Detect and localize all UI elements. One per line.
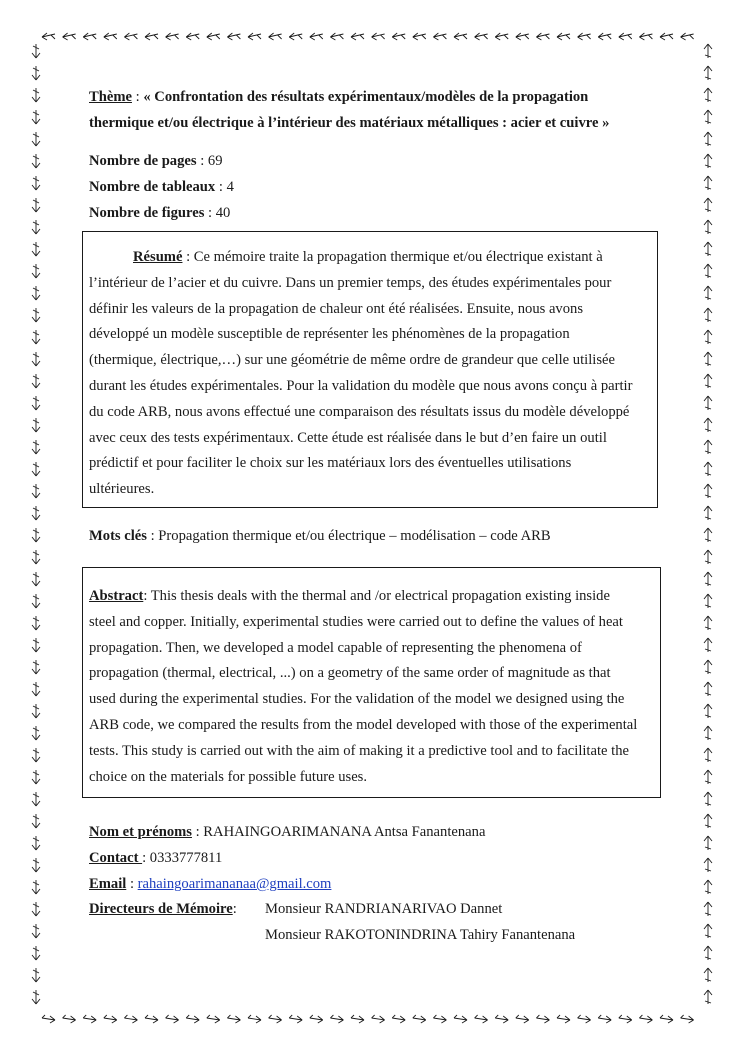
- resume-line: (thermique, électrique,…) sur une géométrie de même ordre de grandeur que celle utilisée: [89, 352, 615, 369]
- border-arrow: [63, 33, 76, 40]
- email-separator: :: [126, 876, 138, 892]
- border-arrow: [704, 220, 712, 234]
- border-arrow: [32, 638, 40, 652]
- border-arrow: [454, 1015, 467, 1023]
- border-arrow: [32, 88, 40, 102]
- abstract-line: propagation. Then, we developed a model capable of representing the phenomena of: [89, 639, 582, 656]
- border-arrow: [557, 1015, 570, 1023]
- border-arrow: [704, 704, 712, 718]
- keywords-label: Mots clés: [89, 528, 147, 544]
- border-arrow: [704, 880, 712, 894]
- border-arrow: [32, 704, 40, 718]
- border-arrow: [704, 814, 712, 828]
- border-arrow: [269, 1015, 282, 1023]
- border-arrow: [145, 1015, 158, 1023]
- border-arrow: [619, 33, 632, 40]
- border-arrow: [557, 33, 570, 40]
- border-arrow: [32, 154, 40, 168]
- border-arrow: [32, 352, 40, 366]
- border-arrow: [32, 770, 40, 784]
- border-arrow: [681, 1015, 694, 1023]
- border-arrow: [269, 33, 282, 40]
- border-arrow: [660, 33, 673, 40]
- border-arrow: [166, 1015, 179, 1023]
- border-arrow: [32, 550, 40, 564]
- resume-line: ultérieures.: [89, 481, 155, 498]
- border-arrow: [289, 1015, 302, 1023]
- directors: [89, 896, 649, 948]
- abstract-label: Abstract: [89, 588, 144, 604]
- border-arrow: [32, 484, 40, 498]
- border-arrow: [32, 814, 40, 828]
- border-arrow: [351, 1015, 364, 1023]
- directors-separator: :: [232, 901, 237, 917]
- border-arrow: [704, 748, 712, 762]
- border-arrow: [42, 1015, 55, 1023]
- border-arrow: [704, 242, 712, 256]
- contact-value: : 0333777811: [142, 850, 223, 866]
- border-arrow: [704, 572, 712, 586]
- border-arrow: [227, 1015, 240, 1023]
- abstract-line: choice on the materials for possible future uses.: [89, 768, 368, 785]
- border-arrow: [32, 924, 40, 938]
- border-arrow: [42, 33, 55, 40]
- border-arrow: [32, 880, 40, 894]
- border-arrow: [704, 44, 712, 58]
- border-arrow: [145, 33, 158, 40]
- border-arrow: [392, 1015, 405, 1023]
- border-arrow: [704, 88, 712, 102]
- border-arrow: [32, 308, 40, 322]
- border-arrow: [704, 528, 712, 542]
- border-arrow: [704, 308, 712, 322]
- border-arrow: [704, 352, 712, 366]
- border-arrow: [32, 264, 40, 278]
- border-arrow: [704, 132, 712, 146]
- border-arrow: [704, 264, 712, 278]
- border-arrow: [32, 968, 40, 982]
- border-arrow: [704, 550, 712, 564]
- border-arrow: [704, 990, 712, 1004]
- border-arrow: [32, 462, 40, 476]
- border-arrow: [704, 462, 712, 476]
- border-arrow: [32, 506, 40, 520]
- border-arrow: [660, 1015, 673, 1023]
- border-arrow: [32, 902, 40, 916]
- border-arrow: [227, 33, 240, 40]
- resume-line: développé un modèle susceptible de représenter les phénomènes de la propagation: [89, 326, 570, 343]
- border-arrow: [578, 1015, 591, 1023]
- border-arrow: [166, 33, 179, 40]
- border-arrow: [186, 33, 199, 40]
- stat-pages: [89, 148, 223, 174]
- author-name: [89, 819, 485, 845]
- border-arrow: [413, 33, 426, 40]
- stat-figures: [89, 200, 230, 226]
- border-arrow: [32, 220, 40, 234]
- border-arrow: [619, 1015, 632, 1023]
- director-2: Monsieur RAKOTONINDRINA Tahiry Fanantenana: [265, 927, 576, 943]
- border-arrow: [32, 330, 40, 344]
- border-arrow: [704, 154, 712, 168]
- border-arrow: [32, 748, 40, 762]
- border-arrow: [704, 902, 712, 916]
- border-arrow: [351, 33, 364, 40]
- border-arrow: [704, 374, 712, 388]
- stat-tables: [89, 174, 234, 200]
- border-arrow: [433, 33, 446, 40]
- resume-line: durant les études expérimentales. Pour la validation du modèle que nous avons conçu à partir: [89, 377, 633, 394]
- border-arrow: [32, 132, 40, 146]
- resume-line: définir les valeurs de la propagation de chaleur ont été réalisées. Ensuite, nous avons: [89, 300, 583, 317]
- resume-line-text: : Ce mémoire traite la propagation thermique et/ou électrique existant à: [182, 249, 603, 265]
- abstract-line: ARB code, we compared the results from the model developed with those of the experimental: [89, 716, 638, 733]
- border-arrow: [32, 726, 40, 740]
- directors-label: Directeurs de Mémoire: [89, 901, 233, 917]
- keywords: [89, 523, 551, 549]
- border-arrow: [704, 792, 712, 806]
- border-arrow: [32, 418, 40, 432]
- border-arrow: [704, 110, 712, 124]
- border-arrow: [704, 484, 712, 498]
- border-arrow: [372, 1015, 385, 1023]
- border-arrow: [704, 660, 712, 674]
- border-arrow: [704, 726, 712, 740]
- author-name-value: : RAHAINGOARIMANANA Antsa Fanantenana: [191, 824, 486, 840]
- abstract-line: tests. This study is carried out with the aim of making it a predictive tool and to facilitate the: [89, 742, 629, 759]
- border-arrow: [32, 946, 40, 960]
- border-arrow: [83, 1015, 96, 1023]
- abstract-line: used during the experimental studies. For the validation of the model we designed using the: [89, 691, 625, 708]
- border-arrow: [248, 1015, 261, 1023]
- border-arrow: [704, 440, 712, 454]
- border-arrow: [475, 33, 488, 40]
- border-arrow: [704, 858, 712, 872]
- resume-label: Résumé: [133, 249, 183, 265]
- border-arrow: [124, 1015, 137, 1023]
- border-arrow: [32, 396, 40, 410]
- border-arrow: [704, 616, 712, 630]
- border-arrow: [704, 396, 712, 410]
- border-arrow: [330, 1015, 343, 1023]
- border-arrow: [32, 286, 40, 300]
- border-arrow: [32, 374, 40, 388]
- abstract-text: [89, 584, 637, 790]
- border-arrow: [32, 792, 40, 806]
- email-link[interactable]: rahaingoarimananaa@gmail.com: [137, 876, 332, 892]
- border-arrow: [32, 44, 40, 58]
- border-arrow: [704, 286, 712, 300]
- border-arrow: [32, 66, 40, 80]
- border-arrow: [704, 176, 712, 190]
- border-arrow: [372, 33, 385, 40]
- border-arrow: [639, 1015, 652, 1023]
- border-arrow: [433, 1015, 446, 1023]
- email-label: Email: [89, 876, 127, 892]
- border-arrow: [392, 33, 405, 40]
- border-arrow: [32, 682, 40, 696]
- border-arrow: [475, 1015, 488, 1023]
- border-arrow: [63, 1015, 76, 1023]
- border-arrow: [289, 33, 302, 40]
- border-arrow: [207, 1015, 220, 1023]
- border-arrow: [32, 242, 40, 256]
- abstract-line-text: : This thesis deals with the thermal and /or electrical propagation existing inside: [143, 588, 610, 604]
- border-arrow: [32, 616, 40, 630]
- theme-label: Thème: [89, 89, 132, 105]
- border-arrow: [704, 506, 712, 520]
- border-arrow: [704, 330, 712, 344]
- border-arrow: [186, 1015, 199, 1023]
- resume-text: [89, 245, 632, 503]
- contact-label: Contact: [89, 850, 143, 866]
- border-arrow: [310, 33, 323, 40]
- border-arrow: [104, 1015, 117, 1023]
- border-arrow: [32, 110, 40, 124]
- resume-line: l’intérieur de l’acier et du cuivre. Dans un premier temps, des études expérimentales pour: [89, 274, 612, 291]
- theme-title-line-1: « Confrontation des résultats expérimentaux/modèles de la propagation: [143, 89, 589, 105]
- border-arrow: [704, 968, 712, 982]
- stat-figures-value: : 40: [204, 205, 231, 221]
- border-arrow: [330, 33, 343, 40]
- director-1: Monsieur RANDRIANARIVAO Dannet: [265, 901, 503, 917]
- resume-line: du code ARB, nous avons effectué une comparaison des résultats issus du modèle développé: [89, 403, 630, 420]
- stat-pages-label: Nombre de pages: [89, 153, 197, 169]
- resume-line: [89, 245, 632, 271]
- author-email: [89, 871, 331, 897]
- border-arrow: [516, 33, 529, 40]
- border-arrow: [704, 198, 712, 212]
- stat-pages-value: : 69: [196, 153, 223, 169]
- border-arrow: [598, 33, 611, 40]
- border-arrow: [207, 33, 220, 40]
- border-arrow: [310, 1015, 323, 1023]
- border-arrow: [639, 33, 652, 40]
- border-arrow: [32, 572, 40, 586]
- theme-line-1: [89, 84, 588, 110]
- border-arrow: [704, 638, 712, 652]
- abstract-box: [82, 567, 661, 798]
- border-arrow: [454, 33, 467, 40]
- border-arrow: [32, 594, 40, 608]
- border-arrow: [248, 33, 261, 40]
- border-arrow: [704, 770, 712, 784]
- border-arrow: [32, 990, 40, 1004]
- resume-line: avec ceux des tests expérimentaux. Cette étude est réalisée dans le but d’en faire un outil: [89, 429, 607, 446]
- abstract-line: [89, 584, 637, 610]
- keywords-value: : Propagation thermique et/ou électrique – modélisation – code ARB: [146, 528, 551, 544]
- border-arrow: [704, 418, 712, 432]
- border-arrow: [704, 946, 712, 960]
- author-name-label: Nom et prénoms: [89, 824, 192, 840]
- border-arrow: [495, 1015, 508, 1023]
- stat-tables-value: : 4: [215, 179, 234, 195]
- author-contact: [89, 845, 222, 871]
- border-arrow: [32, 660, 40, 674]
- border-arrow: [536, 1015, 549, 1023]
- border-arrow: [598, 1015, 611, 1023]
- border-arrow: [413, 1015, 426, 1023]
- resume-box: [82, 231, 658, 508]
- border-arrow: [681, 33, 694, 40]
- border-arrow: [32, 198, 40, 212]
- border-arrow: [32, 836, 40, 850]
- border-arrow: [83, 33, 96, 40]
- border-arrow: [704, 594, 712, 608]
- border-arrow: [104, 33, 117, 40]
- theme-title-line-2: thermique et/ou électrique à l’intérieur des matériaux métalliques : acier et cuivre »: [89, 115, 610, 131]
- border-arrow: [704, 924, 712, 938]
- border-arrow: [516, 1015, 529, 1023]
- border-arrow: [704, 836, 712, 850]
- abstract-line: propagation (thermal, electrical, ...) on a geometry of the same order of magnitude as that: [89, 665, 611, 682]
- border-arrow: [32, 440, 40, 454]
- border-arrow: [495, 33, 508, 40]
- stat-figures-label: Nombre de figures: [89, 205, 205, 221]
- border-arrow: [536, 33, 549, 40]
- border-arrow: [32, 528, 40, 542]
- border-arrow: [32, 858, 40, 872]
- border-arrow: [704, 66, 712, 80]
- abstract-line: steel and copper. Initially, experimental studies were carried out to define the values of heat: [89, 613, 623, 630]
- border-arrow: [704, 682, 712, 696]
- border-arrow: [32, 176, 40, 190]
- theme-separator: :: [131, 89, 144, 105]
- border-arrow: [124, 33, 137, 40]
- stat-tables-label: Nombre de tableaux: [89, 179, 216, 195]
- resume-line: prédictif et pour faciliter le choix sur les matériaux lors des éventuelles utilisations: [89, 455, 572, 472]
- border-arrow: [578, 33, 591, 40]
